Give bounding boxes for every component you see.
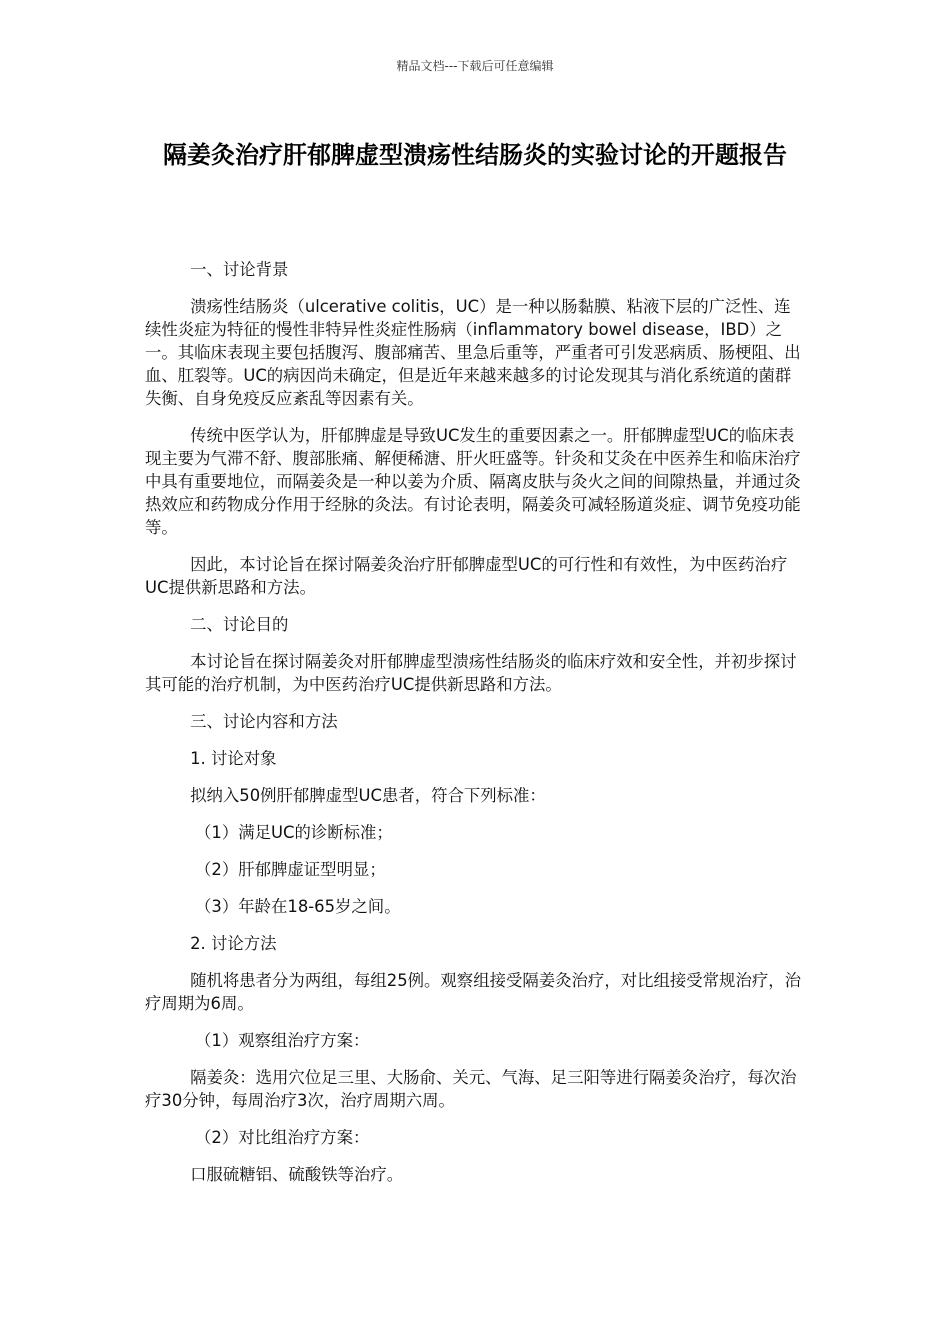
section-heading-objective: 二、讨论目的 bbox=[190, 615, 289, 634]
criterion-1: （1）满足UC的诊断标准； bbox=[195, 823, 393, 842]
paragraph-grouping: 随机将患者分为两组，每组25例。观察组接受隔姜灸治疗，对比组接受常规治疗，治疗周期为6周。 bbox=[145, 971, 802, 1013]
subheading-methods: 2. 讨论方法 bbox=[190, 934, 277, 953]
subheading-observation-plan: （1）观察组治疗方案： bbox=[195, 1031, 370, 1050]
paragraph-objective: 本讨论旨在探讨隔姜灸对肝郁脾虚型溃疡性结肠炎的临床疗效和安全性，并初步探讨其可能的治疗机制，为中医药治疗UC提供新思路和方法。 bbox=[145, 652, 797, 694]
paragraph-tcm-theory: 传统中医学认为，肝郁脾虚是导致UC发生的重要因素之一。肝郁脾虚型UC的临床表现主要为气滞不舒、腹部胀痛、解便稀溏、肝火旺盛等。针灸和艾灸在中医养生和临床治疗中具有重要地位，而隔姜灸是一种以姜为介质、隔离皮肤与灸火之间的间隙热量，并通过灸热效应和药物成分作用于经脉的灸法。有讨论表明，隔姜灸可减轻肠道炎症、调节免疫功能等。 bbox=[145, 426, 801, 537]
paragraph-uc-definition: 溃疡性结肠炎（ulcerative colitis，UC）是一种以肠黏膜、粘液下层的广泛性、连续性炎症为特征的慢性非特异性炎症性肠病（inflammatory bowel disease，IBD）之一。其临床表现主要包括腹泻、腹部痛苦、里急后重等，严重者可引发恶病质、肠梗阻、出血、肛裂等。UC的病因尚未确定，但是近年来越来越多的讨论发现其与消化系统道的菌群失衡、自身免疫反应紊乱等因素有关。 bbox=[145, 297, 801, 408]
subheading-subjects: 1. 讨论对象 bbox=[190, 749, 277, 768]
paragraph-inclusion: 拟纳入50例肝郁脾虚型UC患者，符合下列标准： bbox=[190, 786, 546, 805]
section-heading-background: 一、讨论背景 bbox=[190, 260, 289, 279]
criterion-3: （3）年龄在18-65岁之间。 bbox=[195, 897, 401, 916]
document-body bbox=[145, 258, 805, 1200]
paragraph-study-purpose: 因此，本讨论旨在探讨隔姜灸治疗肝郁脾虚型UC的可行性和有效性，为中医药治疗UC提供新思路和方法。 bbox=[145, 555, 788, 597]
paragraph-control: 口服硫糖铝、硫酸铁等治疗。 bbox=[190, 1165, 404, 1184]
criterion-2: （2）肝郁脾虚证型明显； bbox=[195, 860, 386, 879]
document-title: 隔姜灸治疗肝郁脾虚型溃疡性结肠炎的实验讨论的开题报告 bbox=[163, 141, 787, 169]
paragraph-moxibustion: 隔姜灸：选用穴位足三里、大肠俞、关元、气海、足三阳等进行隔姜灸治疗，每次治疗30分钟，每周治疗3次，治疗周期六周。 bbox=[145, 1068, 797, 1110]
section-heading-methods: 三、讨论内容和方法 bbox=[190, 712, 338, 731]
header-note: 精品文档---下载后可任意编辑 bbox=[396, 59, 554, 73]
subheading-control-plan: （2）对比组治疗方案： bbox=[195, 1128, 370, 1147]
